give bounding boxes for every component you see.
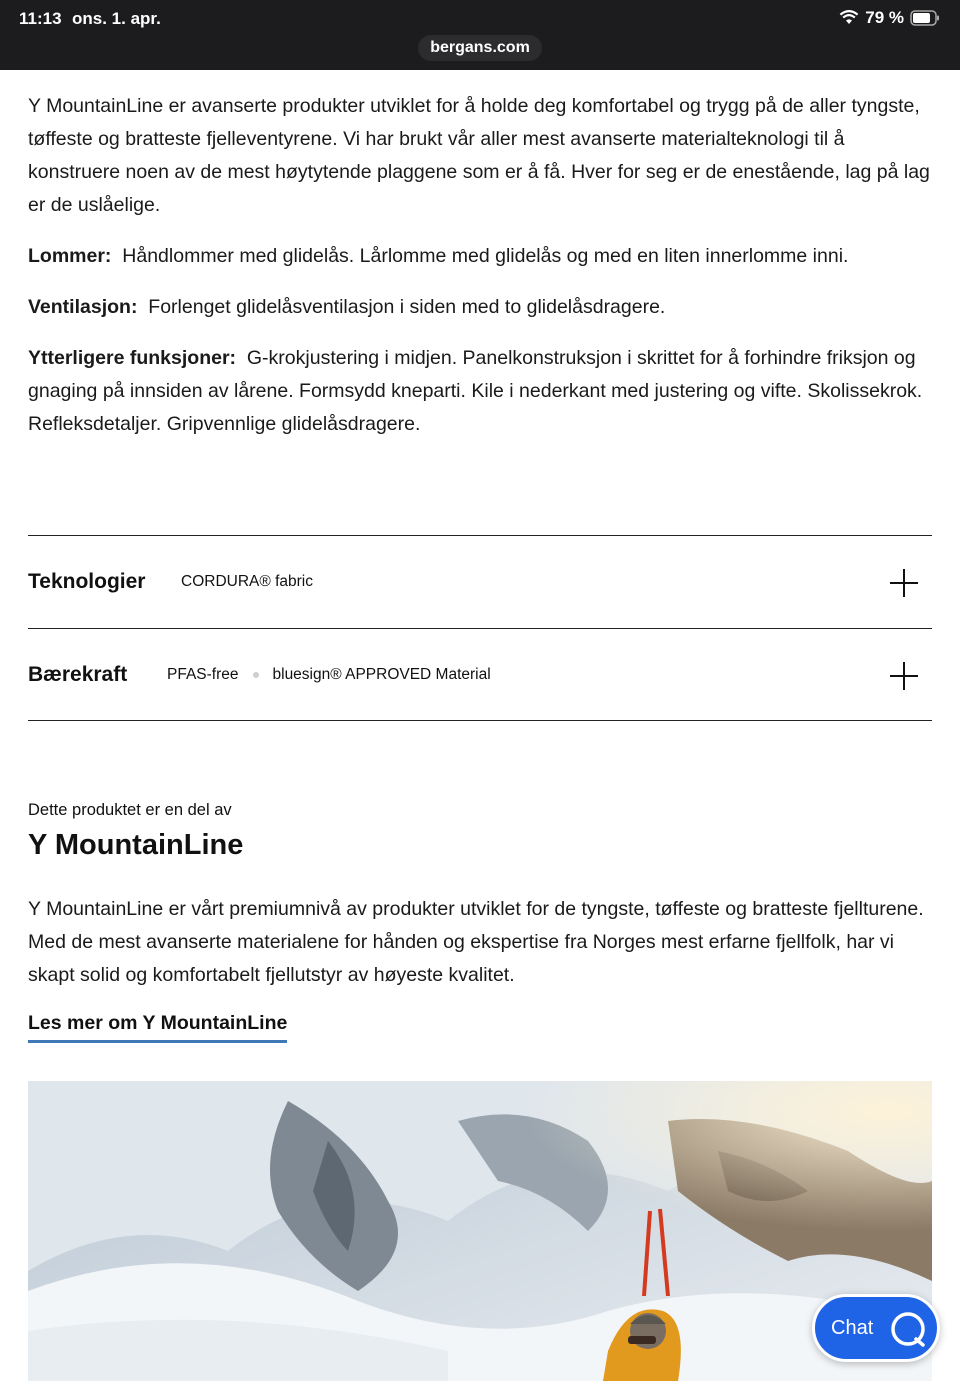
feature-pockets	[28, 240, 932, 273]
status-right	[839, 8, 940, 28]
chat-button[interactable]	[812, 1294, 940, 1362]
accordion-tags	[181, 573, 313, 591]
dot-separator	[253, 672, 259, 678]
feature-text: G-krokjustering i midjen. Panelkonstruksjon i skrittet for å forhindre friksjon og gnaging på innsiden av lårene. Formsydd kneparti. Kile i nederkant med justering og vifte. Skolissekrok. Refleksdetaljer. Gripvennlige glidelåsdragere.	[28, 347, 923, 435]
feature-text: Håndlommer med glidelås. Lårlomme med glidelås og med en liten innerlomme inni.	[122, 245, 849, 267]
status-time: 11:13	[19, 9, 62, 28]
tag: CORDURA® fabric	[181, 573, 313, 590]
accordion-title: Bærekraft	[28, 663, 128, 686]
chat-bubble-icon	[889, 1310, 927, 1348]
plus-icon[interactable]	[890, 662, 918, 690]
accordion-title: Teknologier	[28, 570, 146, 593]
accordion-technologies[interactable]	[28, 536, 932, 628]
description-intro: Y MountainLine er avanserte produkter utviklet for å holde deg komfortabel og trygg på de aller tyngste, tøffeste og bratteste fjelleventyrene. Vi har brukt vår aller mest avanserte materialteknologi til å konstruere noen av de mest høytytende plaggene som er å få. Hver for seg er de enestående, lag på lag er de uslåelige.	[28, 95, 930, 216]
tag: PFAS-free	[167, 666, 239, 683]
feature-ventilation	[28, 291, 932, 324]
feature-text: Forlenget glidelåsventilasjon i siden med to glidelåsdragere.	[148, 296, 666, 318]
accordion-sustainability[interactable]	[28, 629, 932, 721]
status-date: ons. 1. apr.	[72, 9, 161, 28]
battery-percent: 79 %	[865, 8, 904, 27]
plus-icon[interactable]	[890, 569, 918, 597]
divider	[28, 720, 932, 721]
collection-text: Y MountainLine er vårt premiumnivå av produkter utviklet for de tyngste, tøffeste og bratteste fjellturene. Med de mest avanserte materialene for hånden og ekspertise fra Norges mest erfarne fjellfolk, har vi skapt solid og komfortabelt fjellutstyr av høyeste kvalitet.	[28, 898, 924, 986]
battery-icon	[910, 10, 940, 26]
mountain-photo	[28, 1081, 932, 1381]
accordion-tags	[167, 666, 491, 684]
collection-title: Y MountainLine	[28, 829, 244, 861]
read-more-link[interactable]: Les mer om Y MountainLine	[28, 1012, 287, 1043]
address-bar[interactable]: bergans.com	[418, 35, 542, 61]
feature-label: Ytterligere funksjoner:	[28, 347, 237, 369]
chat-label: Chat	[831, 1317, 874, 1339]
feature-additional	[28, 342, 932, 441]
collection-label: Dette produktet er en del av	[28, 801, 232, 819]
hero-image	[28, 1081, 932, 1381]
feature-label: Lommer:	[28, 245, 112, 267]
tag: bluesign® APPROVED Material	[272, 666, 491, 683]
wifi-icon	[839, 10, 859, 26]
feature-label: Ventilasjon:	[28, 296, 138, 318]
status-bar	[0, 0, 960, 70]
